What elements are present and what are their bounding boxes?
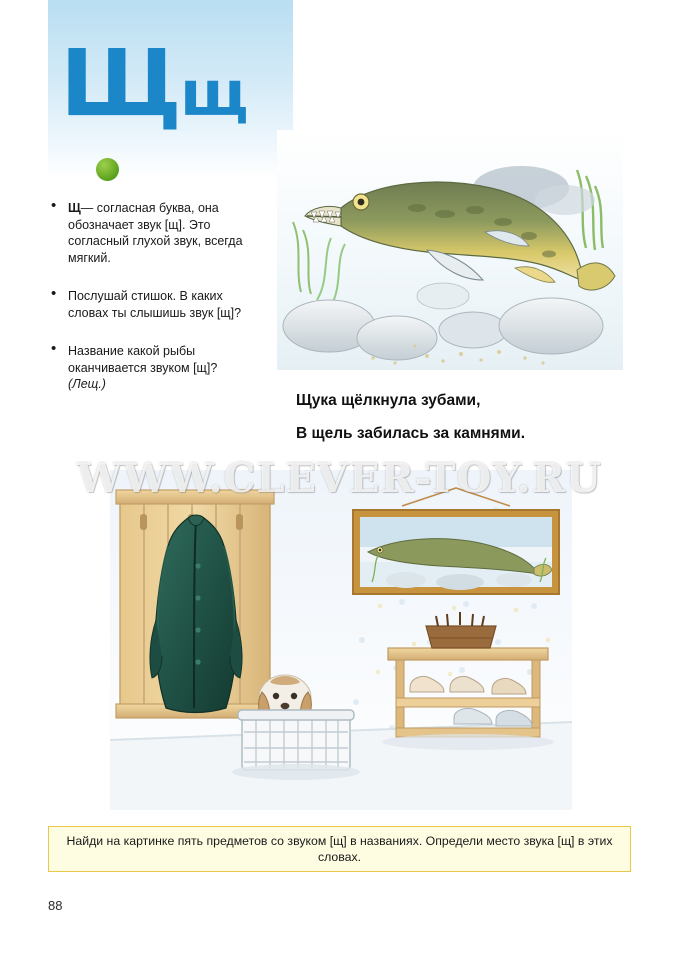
bullet-list — [48, 200, 253, 415]
letter-lowercase: щ — [179, 57, 247, 130]
list-item — [48, 200, 253, 266]
bullet-letter-0: Щ — [68, 201, 81, 215]
room-scene-illustration — [110, 470, 572, 810]
list-item — [48, 288, 253, 321]
page-number: 88 — [48, 898, 63, 913]
task-text: Найди на картинке пять предметов со звуком [щ] в названиях. Определи место звука [щ] в этих словах. — [66, 834, 613, 864]
letter-heading — [60, 30, 247, 137]
task-box — [48, 826, 631, 872]
green-dot-marker — [96, 158, 119, 181]
bullet-text-2: Название какой рыбы оканчивается звуком [щ]? — [68, 344, 218, 375]
pike-fish-illustration — [277, 130, 623, 370]
shoes-row-upper — [410, 676, 526, 694]
list-item — [48, 343, 253, 393]
bullet-answer-2: (Лещ.) — [68, 377, 106, 391]
letter-uppercase: Щ — [60, 30, 180, 137]
bullet-text-0: — согласная буква, она обозначает звук [щ]. Это согласный глухой звук, всегда мягкий. — [68, 201, 243, 265]
rhyme-line-1: Щука щёлкнула зубами, — [296, 392, 481, 409]
rhyme-line-2: В щель забилась за камнями. — [296, 425, 526, 442]
watermark: WWW.CLEVER-TOY.RU — [77, 455, 602, 502]
bullet-text-1: Послушай стишок. В каких словах ты слышишь звук [щ]? — [68, 289, 242, 320]
